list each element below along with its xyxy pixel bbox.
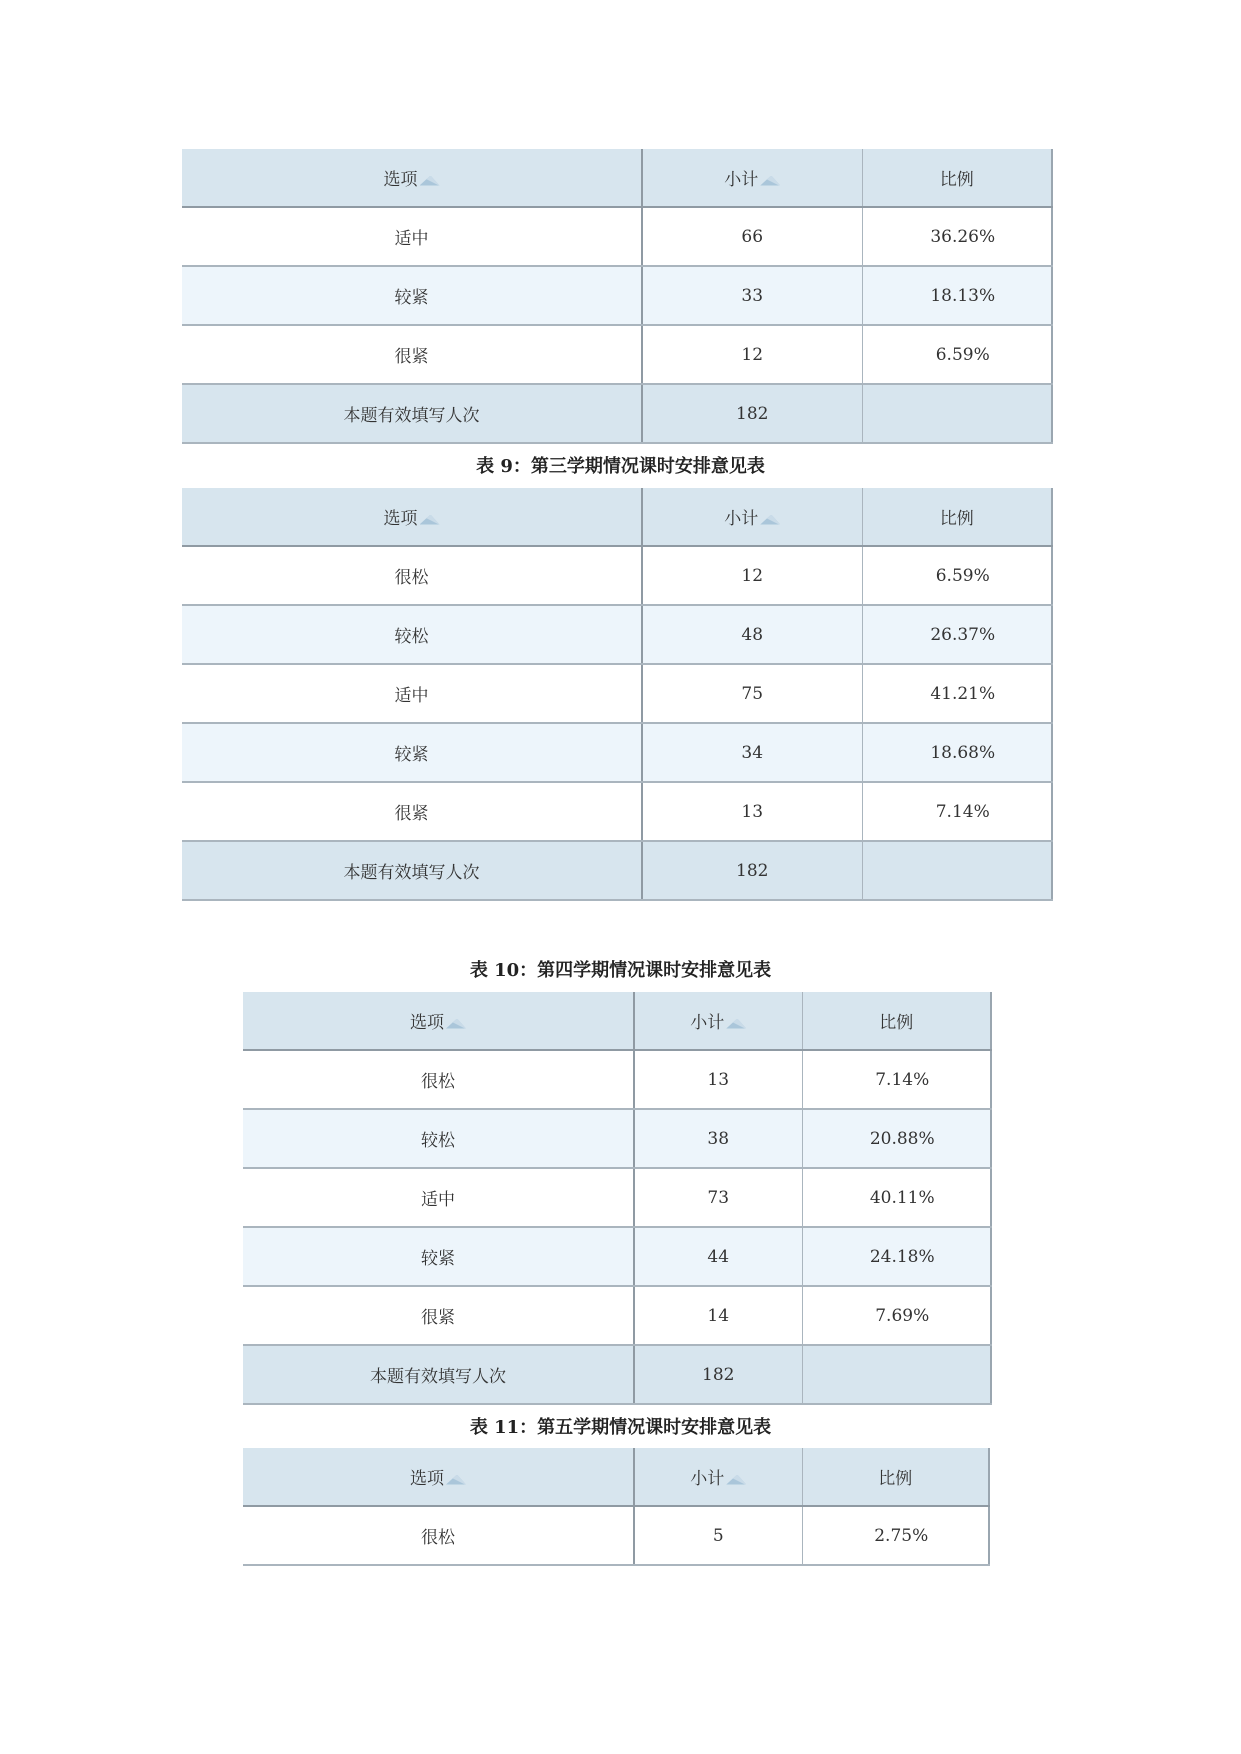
cell-option: 适中 — [243, 1168, 634, 1227]
sort-icon[interactable] — [726, 1475, 746, 1485]
header-count[interactable]: 小计 — [634, 1448, 802, 1506]
cell-count: 75 — [642, 664, 862, 723]
cell-ratio: 6.59% — [862, 546, 1052, 605]
cell-count: 14 — [634, 1286, 802, 1345]
cell-ratio: 7.14% — [802, 1050, 991, 1109]
cell-ratio: 36.26% — [862, 207, 1052, 266]
table-row — [182, 782, 1052, 841]
total-ratio — [862, 841, 1052, 900]
cell-count: 5 — [634, 1506, 802, 1565]
sort-icon[interactable] — [760, 176, 780, 186]
total-ratio — [802, 1345, 991, 1404]
cell-ratio: 2.75% — [802, 1506, 989, 1565]
header-ratio: 比例 — [802, 1448, 989, 1506]
cell-option: 很紧 — [182, 782, 642, 841]
cell-count: 73 — [634, 1168, 802, 1227]
header-ratio: 比例 — [802, 992, 991, 1050]
table-row — [182, 723, 1052, 782]
table-total-row — [243, 1345, 991, 1404]
table-row — [243, 1109, 991, 1168]
table-total-row — [182, 841, 1052, 900]
total-label: 本题有效填写人次 — [182, 841, 642, 900]
cell-ratio: 26.37% — [862, 605, 1052, 664]
cell-option: 适中 — [182, 664, 642, 723]
cell-ratio: 41.21% — [862, 664, 1052, 723]
table-row — [182, 605, 1052, 664]
cell-count: 48 — [642, 605, 862, 664]
header-count[interactable]: 小计 — [642, 149, 862, 207]
table9-caption: 表 9：第三学期情况课时安排意见表 — [476, 456, 765, 477]
header-count[interactable]: 小计 — [642, 488, 862, 546]
table11-caption: 表 11：第五学期情况课时安排意见表 — [469, 1417, 772, 1438]
cell-option: 适中 — [182, 207, 642, 266]
cell-count: 66 — [642, 207, 862, 266]
table-header-row — [182, 149, 1052, 207]
table-prev — [182, 149, 1053, 444]
sort-icon[interactable] — [760, 515, 780, 525]
sort-icon[interactable] — [446, 1019, 466, 1029]
header-count[interactable]: 小计 — [634, 992, 802, 1050]
table-row — [243, 1286, 991, 1345]
table-row — [182, 266, 1052, 325]
cell-option: 较松 — [243, 1109, 634, 1168]
cell-option: 较紧 — [243, 1227, 634, 1286]
cell-option: 很紧 — [243, 1286, 634, 1345]
sort-icon[interactable] — [420, 176, 440, 186]
cell-option: 较紧 — [182, 723, 642, 782]
cell-option: 较紧 — [182, 266, 642, 325]
table10-caption: 表 10：第四学期情况课时安排意见表 — [469, 960, 772, 981]
cell-count: 13 — [642, 782, 862, 841]
header-ratio: 比例 — [862, 488, 1052, 546]
table9 — [182, 488, 1053, 901]
cell-option: 很松 — [243, 1506, 634, 1565]
cell-count: 34 — [642, 723, 862, 782]
table-row — [182, 546, 1052, 605]
cell-count: 33 — [642, 266, 862, 325]
table-row — [182, 325, 1052, 384]
table-row — [243, 1506, 989, 1565]
cell-option: 较松 — [182, 605, 642, 664]
total-label: 本题有效填写人次 — [243, 1345, 634, 1404]
table-header-row — [243, 992, 991, 1050]
table-header-row — [243, 1448, 989, 1506]
cell-option: 很松 — [182, 546, 642, 605]
header-option[interactable]: 选项 — [182, 149, 642, 207]
cell-ratio: 18.13% — [862, 266, 1052, 325]
total-count: 182 — [634, 1345, 802, 1404]
cell-ratio: 24.18% — [802, 1227, 991, 1286]
header-option[interactable]: 选项 — [243, 992, 634, 1050]
cell-count: 12 — [642, 325, 862, 384]
total-ratio — [862, 384, 1052, 443]
cell-count: 38 — [634, 1109, 802, 1168]
cell-count: 13 — [634, 1050, 802, 1109]
cell-ratio: 20.88% — [802, 1109, 991, 1168]
cell-ratio: 7.69% — [802, 1286, 991, 1345]
cell-ratio: 7.14% — [862, 782, 1052, 841]
table-total-row — [182, 384, 1052, 443]
total-count: 182 — [642, 841, 862, 900]
cell-ratio: 40.11% — [802, 1168, 991, 1227]
sort-icon[interactable] — [420, 515, 440, 525]
cell-ratio: 6.59% — [862, 325, 1052, 384]
table11 — [243, 1448, 990, 1566]
header-option[interactable]: 选项 — [243, 1448, 634, 1506]
total-count: 182 — [642, 384, 862, 443]
sort-icon[interactable] — [446, 1475, 466, 1485]
cell-count: 12 — [642, 546, 862, 605]
table-row — [243, 1227, 991, 1286]
cell-ratio: 18.68% — [862, 723, 1052, 782]
table-row — [182, 664, 1052, 723]
sort-icon[interactable] — [726, 1019, 746, 1029]
table-header-row — [182, 488, 1052, 546]
cell-option: 很松 — [243, 1050, 634, 1109]
cell-option: 很紧 — [182, 325, 642, 384]
table-row — [243, 1050, 991, 1109]
table-row — [182, 207, 1052, 266]
header-option[interactable]: 选项 — [182, 488, 642, 546]
table10 — [243, 992, 992, 1405]
table-row — [243, 1168, 991, 1227]
total-label: 本题有效填写人次 — [182, 384, 642, 443]
cell-count: 44 — [634, 1227, 802, 1286]
header-ratio: 比例 — [862, 149, 1052, 207]
